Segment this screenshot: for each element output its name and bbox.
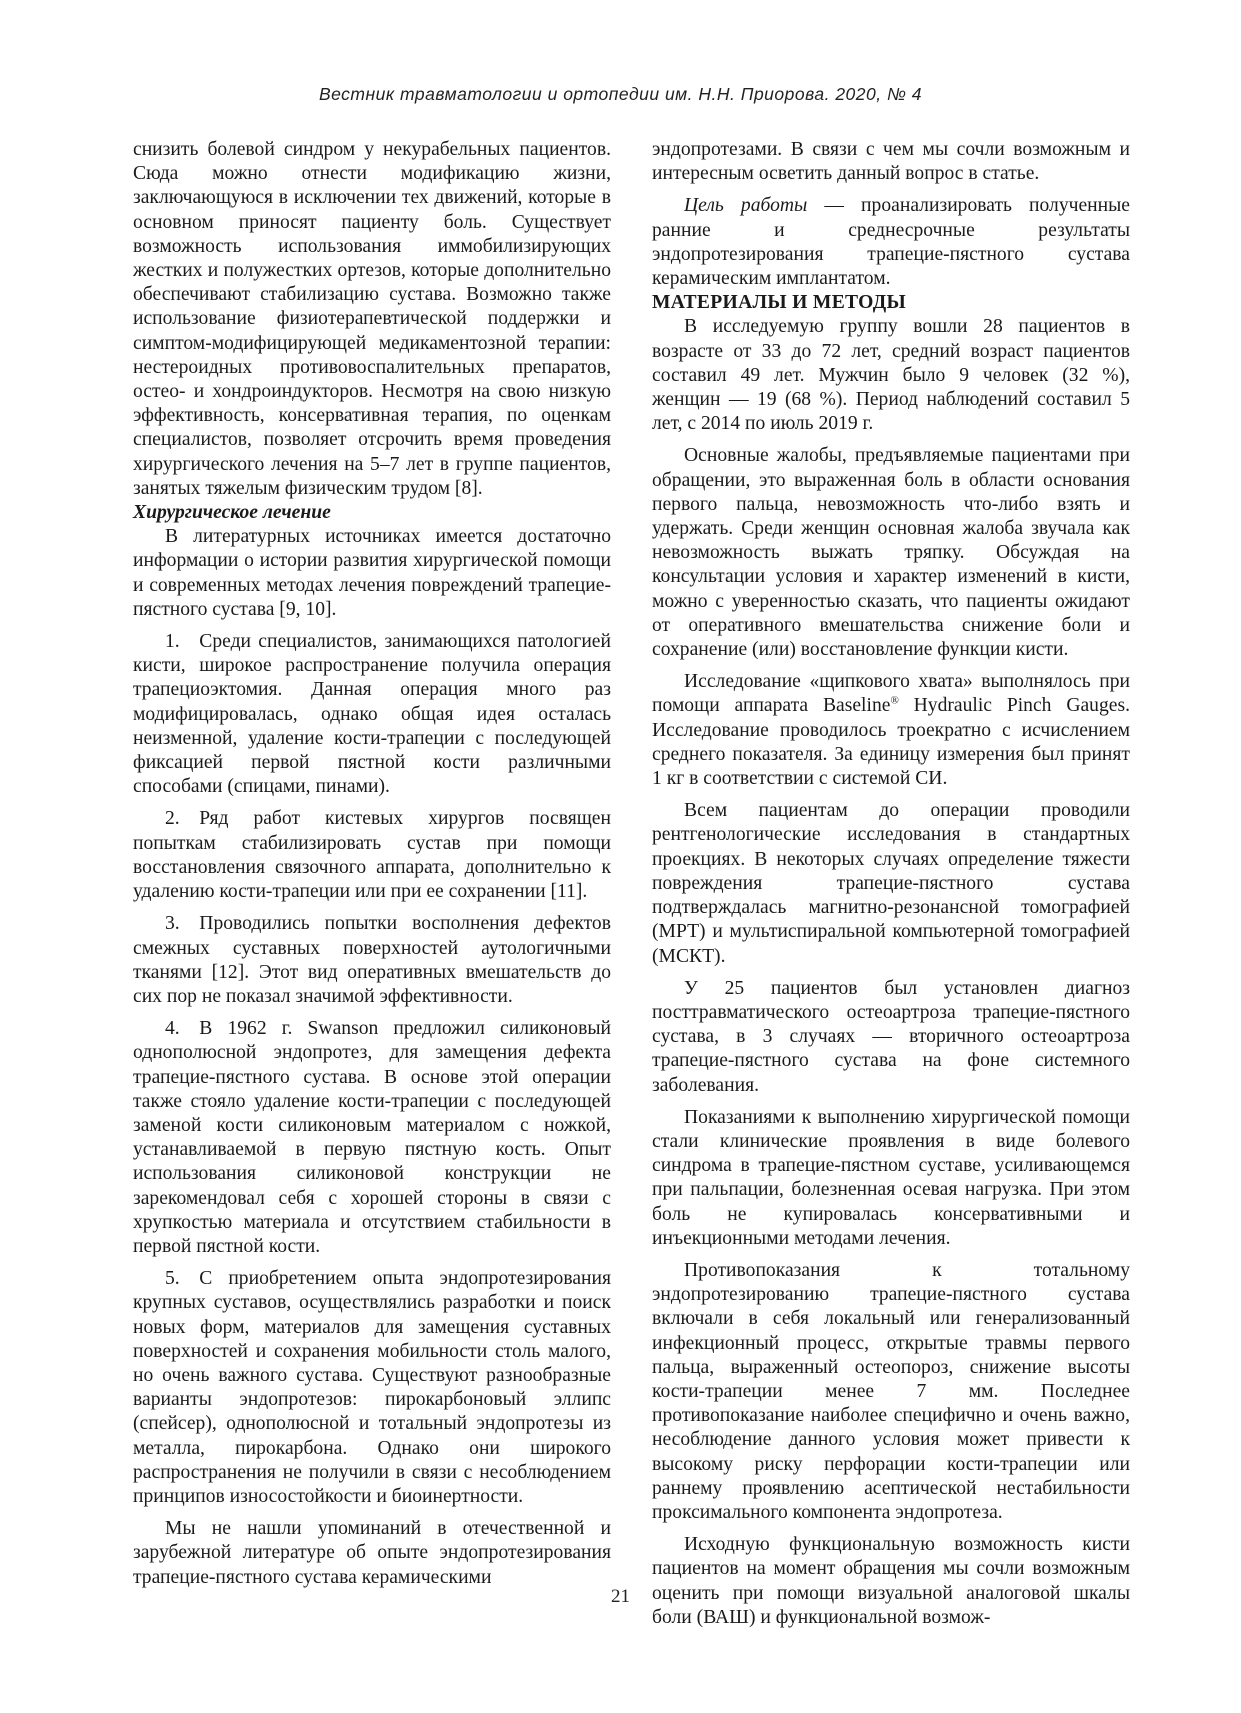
paragraph-intro: снизить болевой синдром у некурабельных пациентов. Сюда можно отнести модификацию жизни, заключающуюся в исключении тех движений, которые в основном приносят пациенту боль. Существует возможность использования иммобилизирующих жестких и полужестких ортезов, которые дополнительно обеспечивают стабилизацию сустава. Возможно также использование физиотерапевтической поддержки и симптом-модифицирующей медикаментозной терапии: нестероидных противовоспалительных препаратов, остео- и хондроиндукторов. Несмотря на свою низкую эффективность, консервативная терапия, по оценкам специалистов, позволяет отсрочить время проведения хирургического лечения на 5–7 лет в группе пациентов, занятых тяжелым физическим трудом [8]. [133, 139, 611, 499]
paragraph-xray: Всем пациентам до операции проводили рентгенологические исследования в стандартных проекциях. В некоторых случаях определение тяжести повреждения трапецие-пястного сустава подтверждалась магнитно-резонансной томографией (МРТ) и мультиспиральной компьютерной томографией (МСКТ). [652, 800, 1130, 967]
paragraph-contraindications: Противопоказания к тотальному эндопротезированию трапецие-пястного сустава включали в себя локальный или генерализованный инфекционный процесс, открытые травмы первого пальца, выраженный остеопороз, снижение высоты кости-трапеции менее 7 мм. Последнее противопоказание наиболее специфично и очень важно, несоблюдение данного условия может привести к высокому риску перфорации кости-трапеции или раннему проявлению асептической нестабильности проксимального компонента эндопротеза. [652, 1259, 1130, 1523]
list-item-5: 5. С приобретением опыта эндопротезирования крупных суставов, осуществлялись разработки и поиск новых форм, материалов для замещения суставных поверхностей и сохранения мобильности столь малого, но очень важного сустава. Существуют разнообразные варианты эндопротезов: пирокарбоновый эллипс (спейсер), однополюсной и тотальный эндопротезы из металла, пирокарбона. Однако они широкого распространения не получили в связи с несоблюдением принципов износостойкости и биоинертности. [133, 1268, 611, 1507]
paragraph-study-group: В исследуемую группу вошли 28 пациентов в возрасте от 33 до 72 лет, средний возраст пациентов составил 49 лет. Мужчин было 9 человек (32 %), женщин — 19 (68 %). Период наблюдений составил 5 лет, с 2014 по июль 2019 г. [652, 316, 1130, 435]
aim-text: — проанализировать полученные ранние и среднесрочные результаты эндопротезирования трапецие-пястного сустава керамическим имплантатом. [652, 195, 1131, 290]
paragraph-complaints: Основные жалобы, предъявляемые пациентами при обращении, это выраженная боль в области основания первого пальца, невозможность что-либо взять и удержать. Среди женщин основная жалоба звучала как невозможность выжать тряпку. Обсуждая на консультации условия и характер изменений в кисти, можно с уверенностью сказать, что пациенты ожидают от оперативного вмешательства снижение боли и сохранение (или) восстановление функции кисти. [652, 445, 1130, 661]
aim-label: Цель работы [684, 195, 808, 217]
paragraph-pinch-test [652, 670, 1130, 791]
pinch-text-a: Исследование «щипкового хвата» выполнялось при помощи аппарата Baseline [652, 671, 1130, 717]
paragraph-no-literature: Мы не нашли упоминаний в отечественной и зарубежной литературе об опыте эндопротезирования трапецие-пястного сустава керамическими [133, 1518, 611, 1588]
pinch-text-b: Hydraulic Pinch Gauges. Исследование проводилось троекратно с исчислением среднего показателя. За единицу измерения был принят 1 кг в соответствии с системой СИ. [652, 695, 1130, 790]
left-column [133, 138, 611, 1590]
registered-mark: ® [890, 694, 899, 707]
subheading-surgical-treatment: Хирургическое лечение [133, 502, 331, 524]
paragraph-diagnosis: У 25 пациентов был установлен диагноз посттравматического остеоартроза трапецие-пястного сустава, в 3 случаях — вторичного остеоартроза трапецие-пястного сустава на фоне системного заболевания. [652, 977, 1130, 1096]
running-head: Вестник травматологии и ортопедии им. Н.Н. Приорова. 2020, № 4 [318, 84, 923, 104]
list-item-3: 3. Проводились попытки восполнения дефектов смежных суставных поверхностей аутологичными тканями [12]. Этот вид оперативных вмешательств до сих пор не показал значимой эффективности. [133, 913, 611, 1007]
paragraph-baseline-function: Исходную функциональную возможность кисти пациентов на момент обращения мы сочли возможным оценить при помощи визуальной аналоговой шкалы боли (ВАШ) и функциональной возмож- [652, 1534, 1130, 1628]
list-item-2: 2. Ряд работ кистевых хирургов посвящен попыткам стабилизировать сустав при помощи восстановления связочного аппарата, дополнительно к удалению кости-трапеции или при ее сохранении [11]. [133, 808, 611, 903]
list-item-4: 4. В 1962 г. Swanson предложил силиконовый однополюсной эндопротез, для замещения дефекта трапецие-пястного сустава. В основе этой операции также стояло удаление кости-трапеции с последующей заменой кости силиконовым материалом с ножкой, устанавливаемой в первую пястную кость. Опыт использования силиконовой конструкции не зарекомендовал себя с хорошей стороны в связи с хрупкостью материала и отсутствием стабильности в первой пястной кости. [133, 1018, 611, 1257]
paragraph-aim [652, 194, 1130, 291]
paragraph-indications: Показаниями к выполнению хирургической помощи стали клинические проявления в виде болевого синдрома в трапецие-пястном суставе, усиливающемся при пальпации, болезненная осевая нагрузка. При этом боль не купировалась консервативными и инъекционными методами лечения. [652, 1106, 1130, 1249]
paragraph-continuation: эндопротезами. В связи с чем мы сочли возможным и интересным осветить данный вопрос в статье. [652, 139, 1130, 185]
section-title-materials-methods: МАТЕРИАЛЫ И МЕТОДЫ [652, 292, 907, 314]
right-column [652, 138, 1130, 1630]
paragraph-literature: В литературных источниках имеется достаточно информации о истории развития хирургической помощи и современных методах лечения повреждений трапецие-пястного сустава [9, 10]. [133, 526, 611, 620]
page-number: 21 [611, 1586, 630, 1607]
list-item-1: 1. Среди специалистов, занимающихся патологией кисти, широкое распространение получила операция трапециоэктомия. Данная операция много раз модифицировалась, однако общая идея осталась неизменной, удаление кости-трапеции с последующей фиксацией первой пястной кости различными способами (спицами, пинами). [133, 631, 611, 798]
